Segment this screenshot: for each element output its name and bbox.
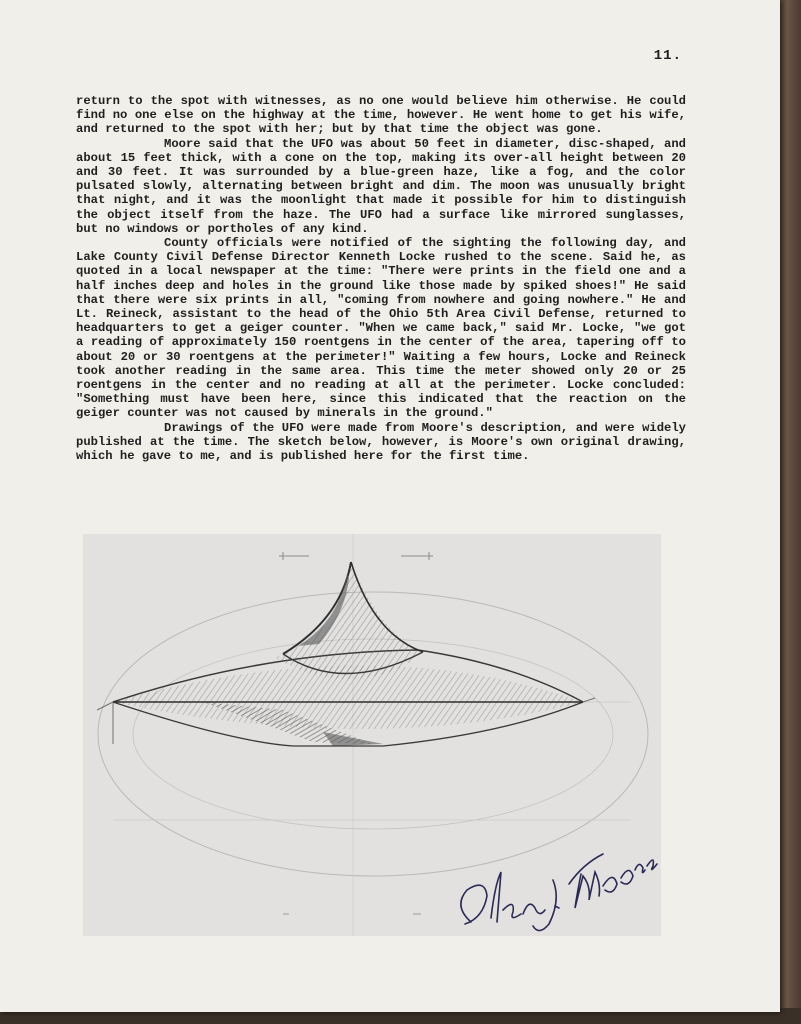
paragraph-3: County officials were notified of the sighting the following day, and Lake County Civil Defense Director Kenneth Locke rushed to the scene. Said he, as quoted in a local newspaper at the time: "There were prints in the field one and a half inches deep and holes in the ground like those made by spiked shoes!" He said that there were six prints in all, "coming from nowhere and going nowhere." He and Lt. Reineck, assistant to the head of the Ohio 5th Area Civil Defense, returned to headquarters to get a geiger counter. "When we came back," said Mr. Locke, "we got a reading of approximately 150 roentgens in the center of the area, tapering off to about 20 or 30 roentgens at the perimeter!" Waiting a few hours, Locke and Reineck took another reading in the same area. This time the meter showed only 20 or 25 roentgens in the center and no reading at all at the perimeter. Locke concluded: "Something must have been here, since this indicated that the reaction on the geiger counter was not caused by minerals in the ground." [76,236,686,421]
page-number: 11. [653,48,682,64]
paragraph-4: Drawings of the UFO were made from Moore's description, and were widely published at the time. The sketch below, however, is Moore's own original drawing, which he gave to me, and is published here for the first time. [76,420,686,464]
desk-background-right [778,0,801,1024]
signature-image [461,854,657,931]
ufo-sketch-drawing [83,534,661,936]
ufo-sketch-figure [83,534,661,936]
body-text [76,94,686,463]
paragraph-1: return to the spot with witnesses, as no one would believe him otherwise. He could find no one else on the highway at the time, however. He went home to get his wife, and returned to the spot with her; but by that time the object was gone. [76,94,686,137]
paragraph-2: Moore said that the UFO was about 50 feet in diameter, disc-shaped, and about 15 feet thick, with a cone on the top, making its over-all height between 20 and 30 feet. It was surrounded by a blue-green haze, like a fog, and the color pulsated slowly, alternating between bright and dim. The moon was unusually bright that night, and it was the moonlight that made it possible for him to distinguish the object itself from the haze. The UFO had a surface like mirrored sunglasses, but no windows or portholes of any kind. [76,136,686,236]
